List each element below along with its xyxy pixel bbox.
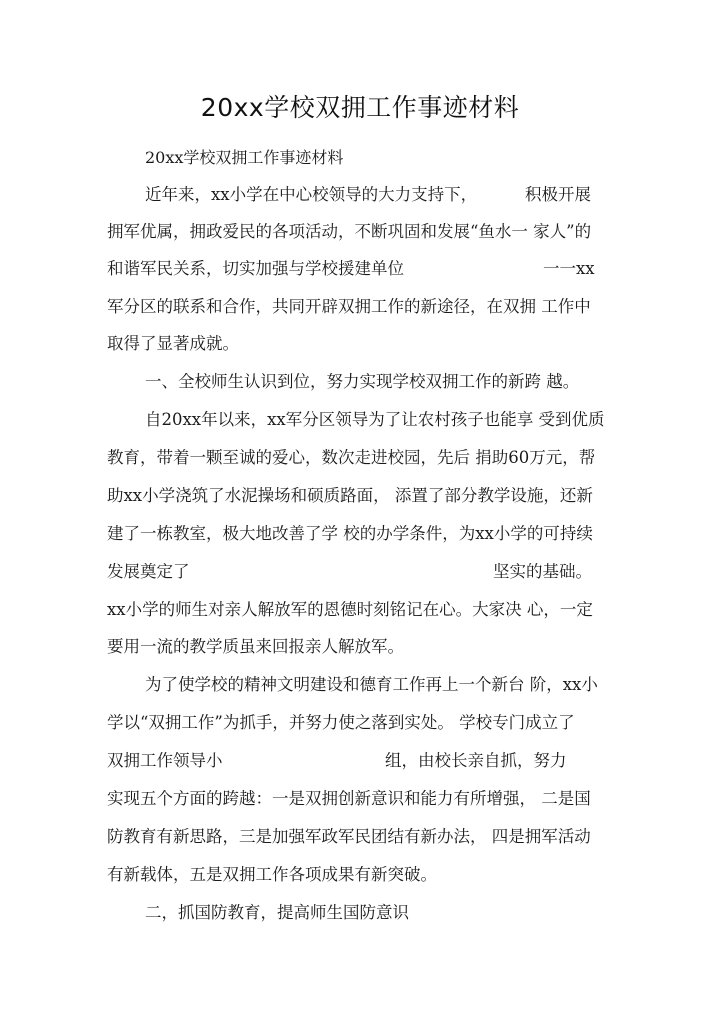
paragraph-line: 建了一栋教室，极大地改善了学 校的办学条件，为xx小学的可持续 (107, 524, 593, 543)
paragraph-line: 积极开展 (525, 185, 591, 204)
paragraph-line: 要用一流的教学质虽来回报亲人解放军。 (107, 637, 404, 656)
paragraph-line: 学以“双拥工作”为抓手，并努力使之落到实处。 学校专门成立了 (107, 713, 575, 732)
paragraph-line: 助xx小学浇筑了水泥操场和硕质路面， 添置了部分教学设施，还新 (107, 486, 593, 505)
paragraph-line: 防教育有新思路，三是加强军政军民团结有新办法， 四是拥军活动 (107, 827, 591, 846)
document-title: 20xx学校双拥工作事迹材料 (200, 93, 520, 122)
paragraph-line: 自20xx年以来，xx军分区领导为了让农村孩子也能享 受到优质 (145, 410, 605, 429)
paragraph-line: 组，由校长亲自抓，努力 (385, 751, 567, 770)
paragraph-line: 军分区的联系和合作，共同开辟双拥工作的新途径，在双拥 工作中 (107, 297, 591, 316)
paragraph-line: 和谐军民关系，切实加强与学校援建单位 (107, 259, 404, 278)
paragraph-line: 坚实的基础。 (493, 562, 592, 581)
paragraph-line: 取得了显著成就。 (107, 334, 239, 353)
paragraph-line: 实现五个方面的跨越：一是双拥创新意识和能力有所增强， 二是国 (107, 789, 591, 808)
paragraph-line: 发展奠定了 (107, 562, 190, 581)
section-heading: 一、全校师生认识到位，努力实现学校双拥工作的新跨 越。 (145, 372, 580, 391)
document-subtitle: 20xx学校双拥工作事迹材料 (145, 148, 344, 167)
paragraph-line: xx小学的师生对亲人解放军的恩德时刻铭记在心。大家决 心，一定 (107, 600, 593, 619)
section-heading: 二，抓国防教育，提高师生国防意识 (145, 903, 409, 922)
paragraph-line: 近年来，xx小学在中心校领导的大力支持下， (145, 185, 478, 204)
paragraph-line: 为了使学校的精神文明建设和德育工作再上一个新台 阶，xx小 (145, 675, 598, 694)
paragraph-line: 有新载体，五是双拥工作各项成果有新突破。 (107, 865, 437, 884)
paragraph-line: 教育，带着一颗至诚的爱心，数次走进校园，先后 捐助60万元，帮 (107, 448, 596, 467)
paragraph-line: 双拥工作领导小 (107, 751, 223, 770)
paragraph-line: 一一xx (543, 259, 595, 278)
paragraph-line: 拥军优属，拥政爱民的各项活动，不断巩固和发展“鱼水一 家人”的 (107, 222, 592, 241)
